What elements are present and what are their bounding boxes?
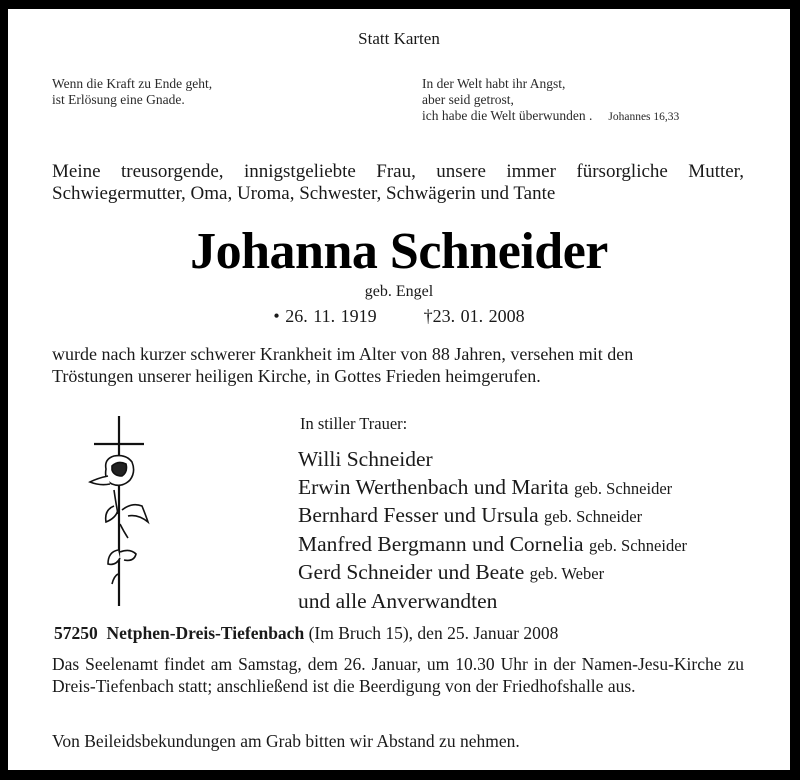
mourner-name: Bernhard Fesser und Ursula <box>298 503 539 527</box>
intro-line: Meine treusorgende, innigstgeliebte Frau, unsere immer fürsorgliche Mutter, <box>52 161 744 182</box>
intro-line: Schwiegermutter, Oma, Uroma, Schwester, Schwägerin und Tante <box>52 183 556 204</box>
quote-left-line: ist Erlösung eine Gnade. <box>52 92 185 107</box>
quote-right-line: ich habe die Welt überwunden . <box>422 108 593 123</box>
deceased-name: Johanna Schneider <box>190 223 608 280</box>
location-line <box>54 623 558 644</box>
quote-right <box>422 76 679 125</box>
postal-code: 57250 <box>54 623 98 643</box>
mourner-entry <box>298 559 687 588</box>
mourner-name: Erwin Werthenbach und Marita <box>298 474 569 499</box>
death-cross-icon: † <box>423 306 433 326</box>
mourner-entry <box>298 588 687 616</box>
mourner-entry <box>298 502 687 531</box>
obituary-notice <box>8 9 790 770</box>
quote-left <box>52 76 212 108</box>
mourner-name: und alle Anverwandten <box>298 588 498 613</box>
quote-right-line: aber seid getrost, <box>422 92 514 107</box>
life-dates <box>8 306 790 327</box>
mourner-entry <box>298 531 687 560</box>
mourner-note: geb. Schneider <box>588 535 688 555</box>
mourner-note: geb. Schneider <box>574 478 673 498</box>
bible-reference: Johannes 16,33 <box>608 111 680 123</box>
mourner-name: Manfred Bergmann und Cornelia <box>298 531 584 556</box>
notice-header: Statt Karten <box>358 29 440 48</box>
address-date: (Im Bruch 15), den 25. Januar 2008 <box>308 623 559 643</box>
quote-right-line: In der Welt habt ihr Angst, <box>422 76 566 91</box>
intro-text <box>52 161 744 205</box>
announcement-text <box>52 343 752 387</box>
announcement-line: wurde nach kurzer schwerer Krankheit im Alter von 88 Jahren, versehen mit den <box>52 344 634 364</box>
death-date: 23. 01. 2008 <box>432 306 525 326</box>
mourners-label: In stiller Trauer: <box>300 414 408 433</box>
mourner-note: geb. Weber <box>529 564 605 583</box>
mourner-entry <box>298 446 687 474</box>
mourners-list <box>298 446 687 615</box>
mourner-name: Willi Schneider <box>298 447 433 471</box>
birth-star-icon: • <box>273 306 280 326</box>
mourner-entry <box>298 474 687 503</box>
mourner-note: geb. Schneider <box>544 507 643 526</box>
maiden-name: geb. Engel <box>364 283 434 300</box>
closing-note: Von Beileidsbekundungen am Grab bitten wir Abstand zu nehmen. <box>52 731 520 751</box>
cross-with-rose-icon <box>84 414 154 609</box>
town: Netphen-Dreis-Tiefenbach <box>106 623 305 643</box>
service-info: Das Seelenamt findet am Samstag, dem 26. Januar, um 10.30 Uhr in der Namen-Jesu-Kirche zu Dreis-Tiefenbach statt; anschließend ist die Beerdigung von der Friedhofshalle aus. <box>52 654 744 696</box>
quote-left-line: Wenn die Kraft zu Ende geht, <box>52 76 213 91</box>
mourner-name: Gerd Schneider und Beate <box>298 560 525 584</box>
announcement-line: Tröstungen unserer heiligen Kirche, in Gottes Frieden heimgerufen. <box>52 366 541 386</box>
birth-date: 26. 11. 1919 <box>285 306 377 326</box>
